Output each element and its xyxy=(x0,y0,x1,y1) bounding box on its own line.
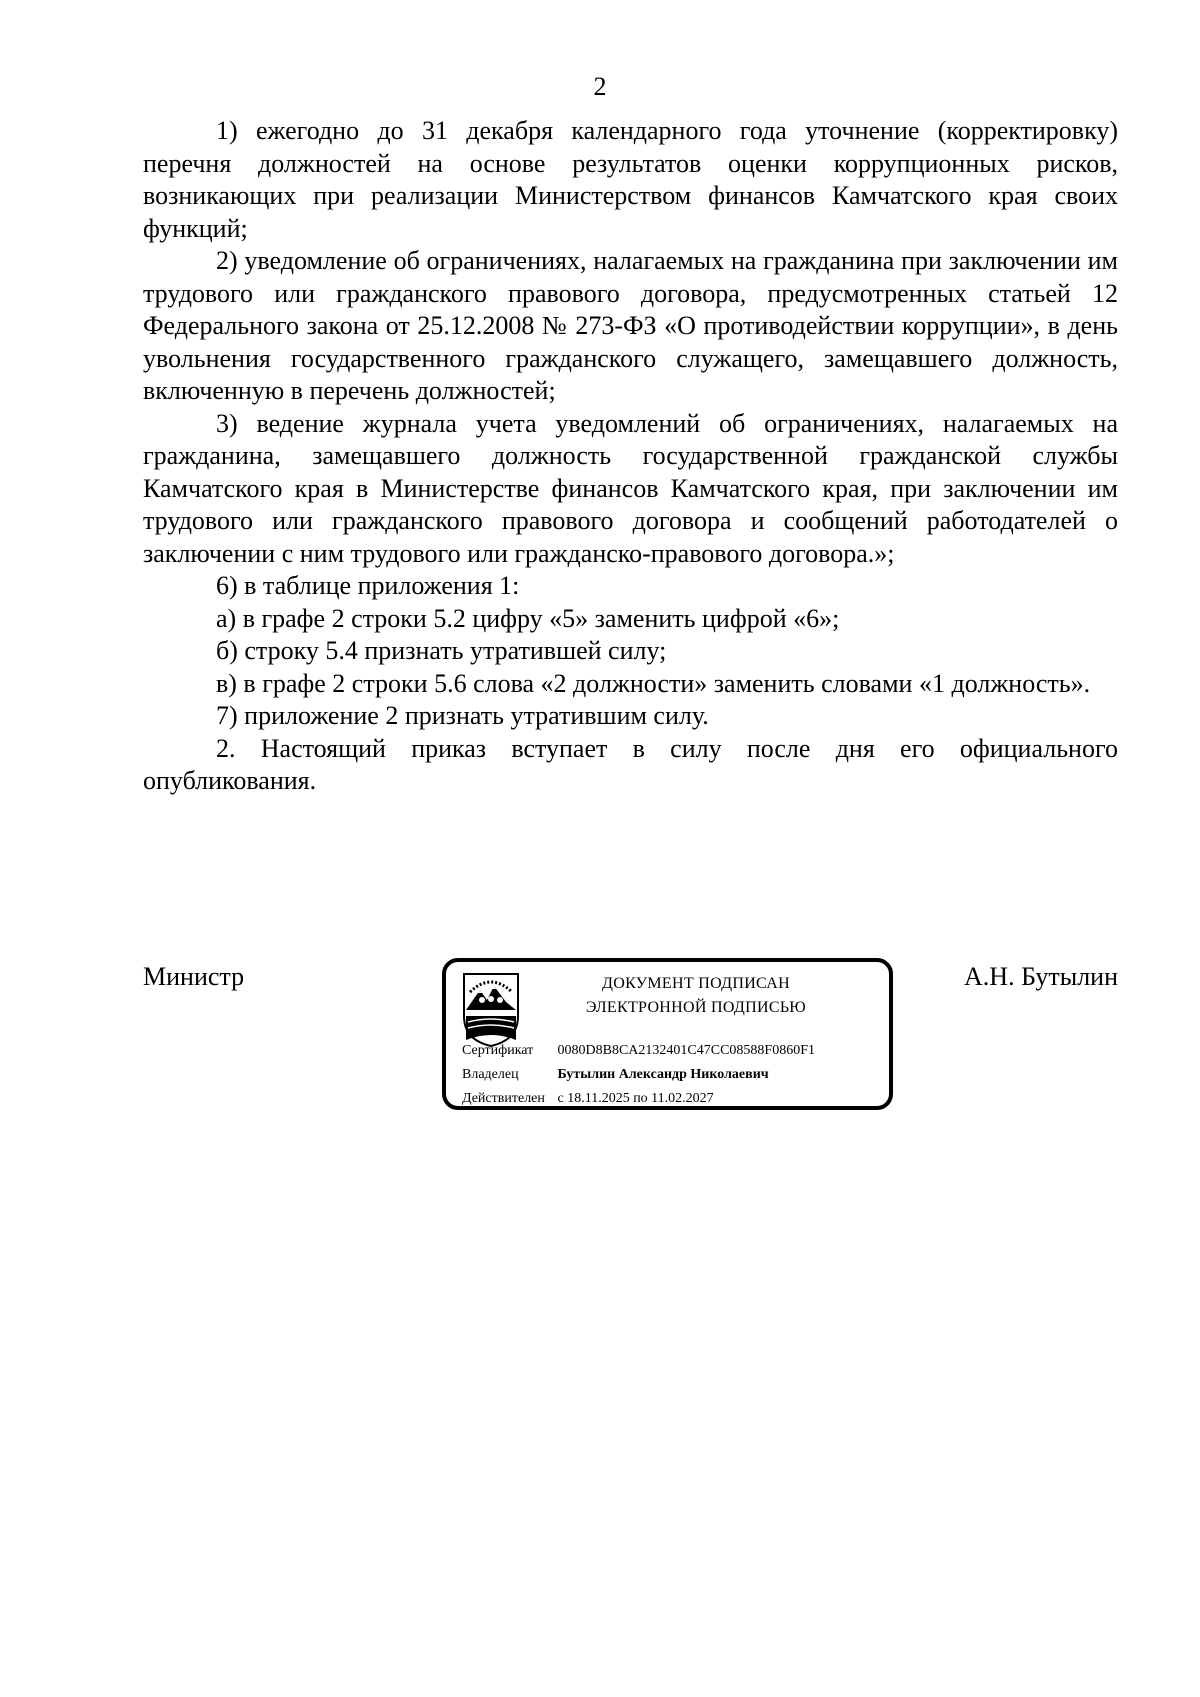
signature-block xyxy=(143,958,1118,1128)
document-body xyxy=(143,115,1118,798)
paragraph-item-6a: а) в графе 2 строки 5.2 цифру «5» заменить цифрой «6»; xyxy=(216,603,840,633)
stamp-owner-label: Владелец xyxy=(462,1067,519,1082)
stamp-title-line-1: ДОКУМЕНТ ПОДПИСАН xyxy=(602,975,790,992)
paragraph-item-1: 1) ежегодно до 31 декабря календарного года уточнение (корректировку) перечня должностей на основе результатов оценки коррупционных рисков, возникающих при реализации Министерством финансов Камчатского края своих функций; xyxy=(143,116,1118,243)
coat-of-arms-icon xyxy=(460,970,522,1048)
paragraph-item-6b: б) строку 5.4 признать утратившей силу; xyxy=(216,636,667,665)
signer-name: А.Н. Бутылин xyxy=(964,962,1118,991)
paragraph-item-7: 7) приложение 2 признать утратившим силу. xyxy=(216,701,709,730)
page-number: 2 xyxy=(593,72,607,101)
paragraph-item-3: 3) ведение журнала учета уведомлений об ограничениях, налагаемых на гражданина, замещавшего должность государственной гражданской службы Камчатского края в Министерстве финансов Камчатского края, при заключении им трудового или гражданского правового договора и сообщений работодателей о заключении с ним трудового или гражданско-правового договора.»; xyxy=(143,408,1118,568)
stamp-validity-label: Действителен xyxy=(462,1091,545,1106)
stamp-validity-row xyxy=(462,1090,714,1108)
paragraph-item-6v: в) в графе 2 строки 5.6 слова «2 должности» заменить словами «1 должность». xyxy=(216,668,1091,698)
electronic-signature-stamp xyxy=(442,958,893,1110)
stamp-certificate-label: Сертификат xyxy=(462,1043,534,1058)
stamp-owner-value: Бутылин Александр Николаевич xyxy=(557,1067,769,1082)
stamp-certificate-row xyxy=(462,1042,815,1060)
stamp-owner-row xyxy=(462,1066,769,1084)
stamp-title-line-2: ЭЛЕКТРОННОЙ ПОДПИСЬЮ xyxy=(585,999,807,1016)
paragraph-item-6: 6) в таблице приложения 1: xyxy=(216,571,520,600)
stamp-title xyxy=(546,972,846,1020)
signer-position: Министр xyxy=(143,962,245,991)
paragraph-effective-date: 2. Настоящий приказ вступает в силу после дня его официального опубликования. xyxy=(143,733,1118,795)
paragraph-item-2: 2) уведомление об ограничениях, налагаемых на гражданина при заключении им трудового или гражданского правового договора, предусмотренных статьей 12 Федерального закона от 25.12.2008 № 273-ФЗ «О противодействии коррупции», в день увольнения государственного гражданского служащего, замещавшего должность, включенную в перечень должностей; xyxy=(143,246,1118,405)
stamp-validity-value: с 18.11.2025 по 11.02.2027 xyxy=(557,1091,714,1106)
stamp-certificate-value: 0080D8B8CA2132401C47CC08588F0860F1 xyxy=(557,1043,815,1058)
